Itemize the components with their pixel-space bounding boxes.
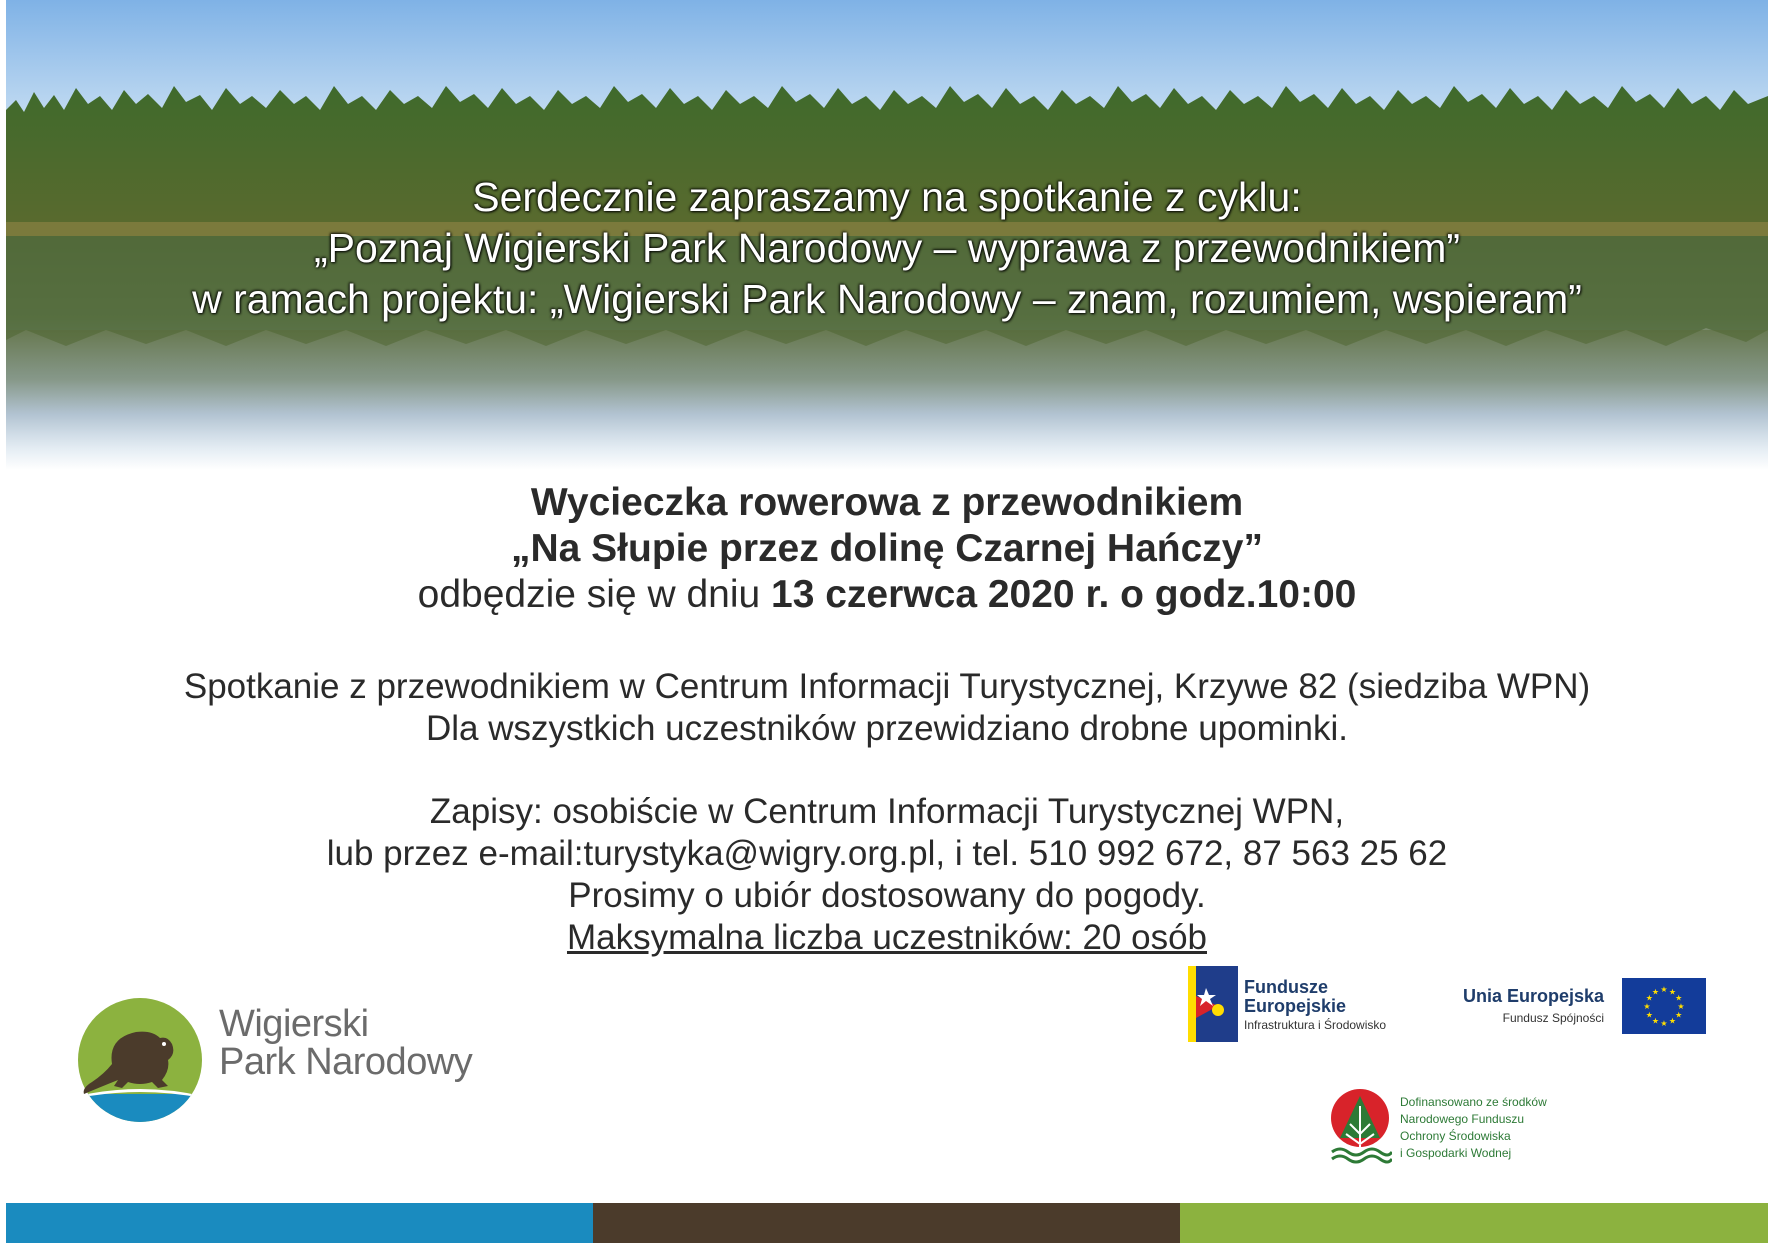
- wpn-name-line-2: Park Narodowy: [219, 1041, 473, 1083]
- wpn-name: [219, 1005, 472, 1081]
- signup-line-1: Zapisy: osobiście w Centrum Informacji Turystycznej WPN,: [429, 792, 1345, 831]
- eu-star: ★: [1643, 1002, 1651, 1011]
- beaver-logo-icon: [78, 998, 202, 1122]
- eu-star: ★: [1660, 985, 1668, 994]
- gifts-note: Dla wszystkich uczestników przewidziano drobne upominki.: [425, 709, 1349, 748]
- fundusze-europejskie-flag-icon: [1188, 966, 1238, 1042]
- nfosigw-tree-icon: [1328, 1088, 1392, 1164]
- stripe-blue: [6, 1203, 593, 1243]
- nfosigw-text: [1400, 1094, 1547, 1162]
- eu-star: ★: [1668, 1016, 1677, 1026]
- signup-info: [0, 791, 1774, 959]
- nf-line-3: Ochrony Środowiska: [1400, 1129, 1511, 1143]
- hero-line-3: w ramach projektu: „Wigierski Park Narodowy – znam, rozumiem, wspieram”: [192, 276, 1582, 322]
- wpn-name-line-1: Wigierski: [219, 1003, 369, 1045]
- ue-subtitle: Fundusz Spójności: [1502, 1011, 1604, 1025]
- meeting-info: [0, 666, 1774, 750]
- eu-flag-icon: [1622, 978, 1706, 1034]
- fe-line-1: Fundusze: [1244, 977, 1328, 997]
- eu-star: ★: [1660, 1019, 1668, 1028]
- event-date: 13 czerwca 2020 r. o godz.10:00: [771, 573, 1357, 616]
- signup-contact: lub przez e-mail:turystyka@wigry.org.pl, i tel. 510 992 672, 87 563 25 62: [326, 834, 1448, 873]
- fe-subtitle: Infrastruktura i Środowisko: [1244, 1018, 1387, 1032]
- eu-star: ★: [1668, 987, 1677, 997]
- nf-line-4: i Gospodarki Wodnej: [1400, 1146, 1512, 1160]
- nf-line-1: Dofinansowano ze środków: [1400, 1095, 1547, 1109]
- eu-star: ★: [1651, 1016, 1660, 1026]
- eu-star: ★: [1645, 1010, 1653, 1020]
- event-date-line: [0, 572, 1774, 618]
- stripe-green: [1180, 1203, 1768, 1243]
- hero-line-1: Serdecznie zapraszamy na spotkanie z cyklu:: [472, 174, 1302, 220]
- fe-line-2: Europejskie: [1244, 996, 1347, 1016]
- eu-star: ★: [1675, 1010, 1683, 1020]
- stripe-brown: [593, 1203, 1180, 1243]
- fe-text: [1244, 978, 1386, 1035]
- dress-note: Prosimy o ubiór dostosowany do pogody.: [568, 876, 1206, 915]
- meeting-place: Spotkanie z przewodnikiem w Centrum Informacji Turystycznej, Krzywe 82 (siedziba WPN): [183, 667, 1591, 706]
- eu-star: ★: [1645, 993, 1653, 1003]
- eu-star: ★: [1677, 1002, 1685, 1011]
- eu-star: ★: [1675, 993, 1683, 1003]
- nf-line-2: Narodowego Funduszu: [1400, 1112, 1525, 1126]
- eu-star: ★: [1651, 987, 1660, 997]
- event-title: Wycieczka rowerowa z przewodnikiem: [530, 481, 1244, 524]
- event-date-prefix: odbędzie się w dniu: [417, 573, 772, 616]
- hero-banner: [6, 0, 1768, 470]
- max-participants: Maksymalna liczba uczestników: 20 osób: [566, 918, 1207, 957]
- hero-invitation: [6, 172, 1768, 325]
- hero-line-2: „Poznaj Wigierski Park Narodowy – wyprawa z przewodnikiem”: [313, 225, 1461, 271]
- ue-title: Unia Europejska: [1462, 986, 1604, 1006]
- event-title-block: [0, 480, 1774, 618]
- event-subtitle: „Na Słupie przez dolinę Czarnej Hańczy”: [510, 527, 1263, 570]
- ue-text: [1459, 986, 1604, 1025]
